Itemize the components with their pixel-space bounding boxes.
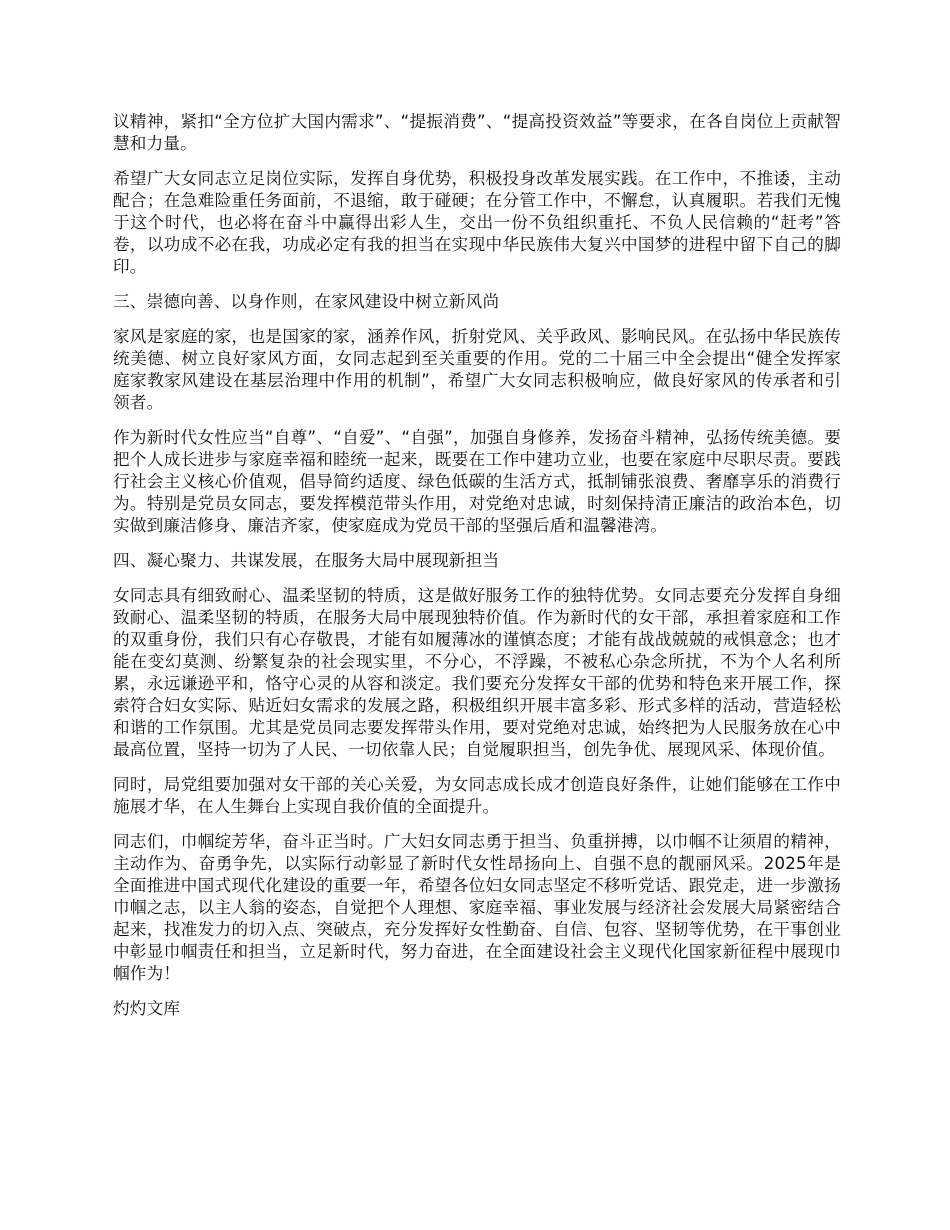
paragraph-new-era-women: 作为新时代女性应当“自尊”、“自爱”、“自强”，加强自身修养，发扬奋斗精神，弘扬传统美德。要把个人成长进步与家庭幸福和睦统一起来，既要在工作中建功立业，也要在家庭中尽职尽责。要践行社会主义核心价值观，倡导简约适度、绿色低碳的生活方式，抵制铺张浪费、奢靡享乐的消费行为。特别是党员女同志，要发挥模范带头作用，对党绝对忠诚，时刻保持清正廉洁的政治本色，切实做到廉洁修身、廉洁齐家，使家庭成为党员干部的坚强后盾和温馨港湾。	[113, 428, 841, 535]
paragraph-party-group-care: 同时，局党组要加强对女干部的关心关爱，为女同志成长成才创造良好条件，让她们能够在工作中施展才华，在人生舞台上实现自我价值的全面提升。	[113, 775, 841, 816]
source-footer: 灼灼文库	[113, 999, 181, 1018]
document-page	[113, 111, 841, 1020]
paragraph-serve-overall: 女同志具有细致耐心、温柔坚韧的特质，这是做好服务工作的独特优势。女同志要充分发挥自身细致耐心、温柔坚韧的特质，在服务大局中展现独特价值。作为新时代的女干部，承担着家庭和工作的双重身份，我们只有心存敬畏，才能有如履薄冰的谨慎态度；才能有战战兢兢的戒惧意念；也才能在变幻莫测、纷繁复杂的社会现实里，不分心，不浮躁，不被私心杂念所扰，不为个人名利所累，永远谦逊平和，恪守心灵的从容和淡定。我们要充分发挥女干部的优势和特色来开展工作，探索符合妇女实际、贴近妇女需求的发展之路，积极组织开展丰富多彩、形式多样的活动，营造轻松和谐的工作氛围。尤其是党员同志要发挥带头作用，要对党绝对忠诚，始终把为人民服务放在心中最高位置，坚持一切为了人民、一切依靠人民；自觉履职担当，创先争优、展现风采、体现价值。	[113, 586, 841, 759]
section-heading-four: 四、凝心聚力、共谋发展，在服务大局中展现新担当	[113, 551, 500, 570]
section-heading-three: 三、崇德向善、以身作则，在家风建设中树立新风尚	[113, 292, 500, 311]
paragraph-hope-women-comrades: 希望广大女同志立足岗位实际，发挥自身优势，积极投身改革发展实践。在工作中，不推诿，主动配合；在急难险重任务面前，不退缩，敢于碰硬；在分管工作中，不懈怠，认真履职。若我们无愧于这个时代，也必将在奋斗中赢得出彩人生，交出一份不负组织重托、不负人民信赖的“赶考”答卷，以功成不必在我，功成必定有我的担当在实现中华民族伟大复兴中国梦的进程中留下自己的脚印。	[113, 169, 841, 276]
paragraph-intro-continuation: 议精神，紧扣“全方位扩大国内需求”、“提振消费”、“提高投资效益”等要求，在各自岗位上贡献智慧和力量。	[113, 112, 841, 153]
paragraph-closing-remarks: 同志们，巾帼绽芳华，奋斗正当时。广大妇女同志勇于担当、负重拼搏，以巾帼不让须眉的精神，主动作为、奋勇争先，以实际行动彰显了新时代女性昂扬向上、自强不息的靓丽风采。2025年是全面推进中国式现代化建设的重要一年，希望各位妇女同志坚定不移听党话、跟党走，进一步激扬巾帼之志，以主人翁的姿态，自觉把个人理想、家庭幸福、事业发展与经济社会发展大局紧密结合起来，找准发力的切入点、突破点，充分发挥好女性勤奋、自信、包容、坚韧等优势，在干事创业中彰显巾帼责任和担当，立足新时代，努力奋进，在全面建设社会主义现代化国家新征程中展现巾帼作为！	[113, 832, 841, 983]
paragraph-family-style: 家风是家庭的家，也是国家的家，涵养作风，折射党风、关乎政风、影响民风。在弘扬中华民族传统美德、树立良好家风方面，女同志起到至关重要的作用。党的二十届三中全会提出“健全发挥家庭家教家风建设在基层治理中作用的机制”，希望广大女同志积极响应，做良好家风的传承者和引领者。	[113, 327, 841, 412]
